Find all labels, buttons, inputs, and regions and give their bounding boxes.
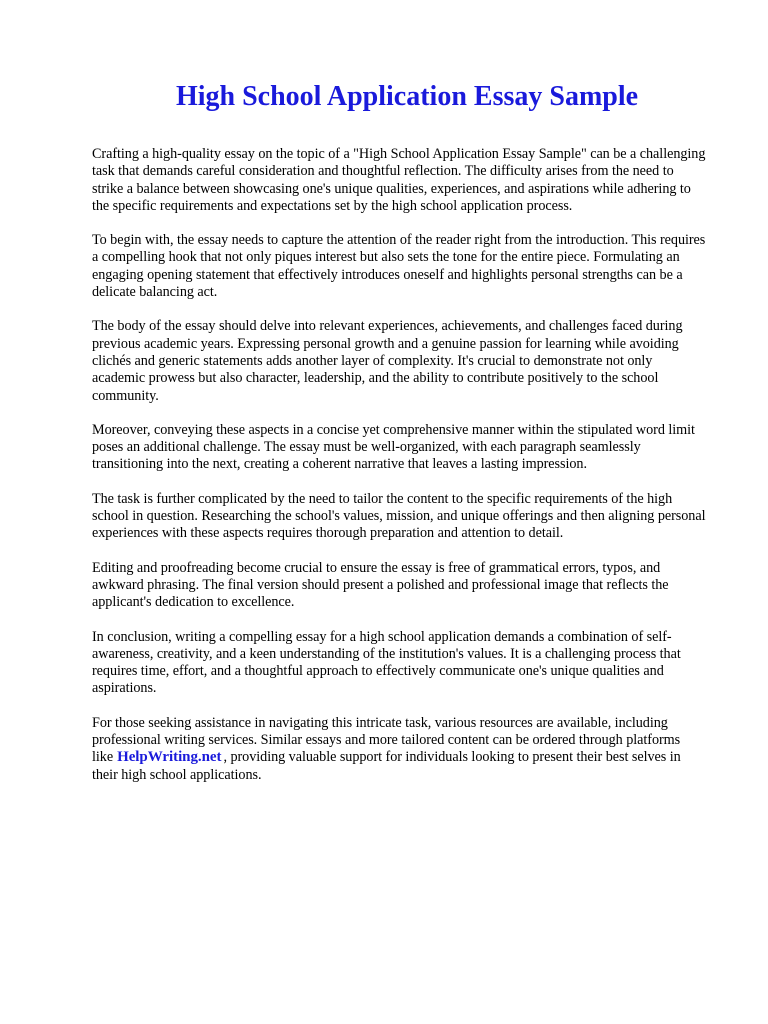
paragraph-editing: Editing and proofreading become crucial to ensure the essay is free of grammatical errors, typos, and awkward phrasing. The final version should present a polished and professional image that reflects the applicant's dedication to excellence. <box>92 559 669 611</box>
paragraph-opening: To begin with, the essay needs to capture the attention of the reader right from the introduction. This requires a compelling hook that not only piques interest but also sets the tone for the entire piece. Formulating an engaging opening statement that effectively introduces oneself and highlights personal strengths can be a delicate balancing act. <box>92 232 706 301</box>
paragraph-tailoring: The task is further complicated by the need to tailor the content to the specific requirements of the high school in question. Researching the school's values, mission, and unique offerings and then aligning personal experiences with these aspects requires thorough preparation and attention to detail. <box>92 490 706 542</box>
paragraph-body: The body of the essay should delve into relevant experiences, achievements, and challenges faced during previous academic years. Expressing personal growth and a genuine passion for learning while avoiding clichés and generic statements adds another layer of complexity. It's crucial to demonstrate not only academic prowess but also character, leadership, and the ability to contribute positively to the school community. <box>92 318 683 404</box>
paragraph-resources <box>92 715 708 784</box>
page-title: High School Application Essay Sample <box>175 81 639 112</box>
paragraph-conclusion: In conclusion, writing a compelling essay for a high school application demands a combination of self-awareness, creativity, and a keen understanding of the institution's values. It is a challenging process that requires time, effort, and a thoughtful approach to effectively communicate one's unique qualities and aspirations. <box>92 628 681 697</box>
paragraph-intro: Crafting a high-quality essay on the topic of a "High School Application Essay Sample" can be a challenging task that demands careful consideration and thoughtful reflection. The difficulty arises from the need to strike a balance between showcasing one's unique qualities, experiences, and aspirations while adhering to the specific requirements and expectations set by the high school application process. <box>92 146 706 214</box>
resources-text-after: , providing valuable support for individuals looking to present their best selves in their high school applications. <box>92 749 681 783</box>
essay-body <box>92 146 708 801</box>
helpwriting-link[interactable]: HelpWriting.net <box>117 749 222 766</box>
resources-text-before: For those seeking assistance in navigating this intricate task, various resources are available, including professional writing services. Similar essays and more tailored content can be ordered through platforms like <box>92 714 681 766</box>
paragraph-conciseness: Moreover, conveying these aspects in a concise yet comprehensive manner within the stipulated word limit poses an additional challenge. The essay must be well-organized, with each paragraph seamlessly transitioning into the next, creating a coherent narrative that leaves a lasting impression. <box>92 421 695 473</box>
